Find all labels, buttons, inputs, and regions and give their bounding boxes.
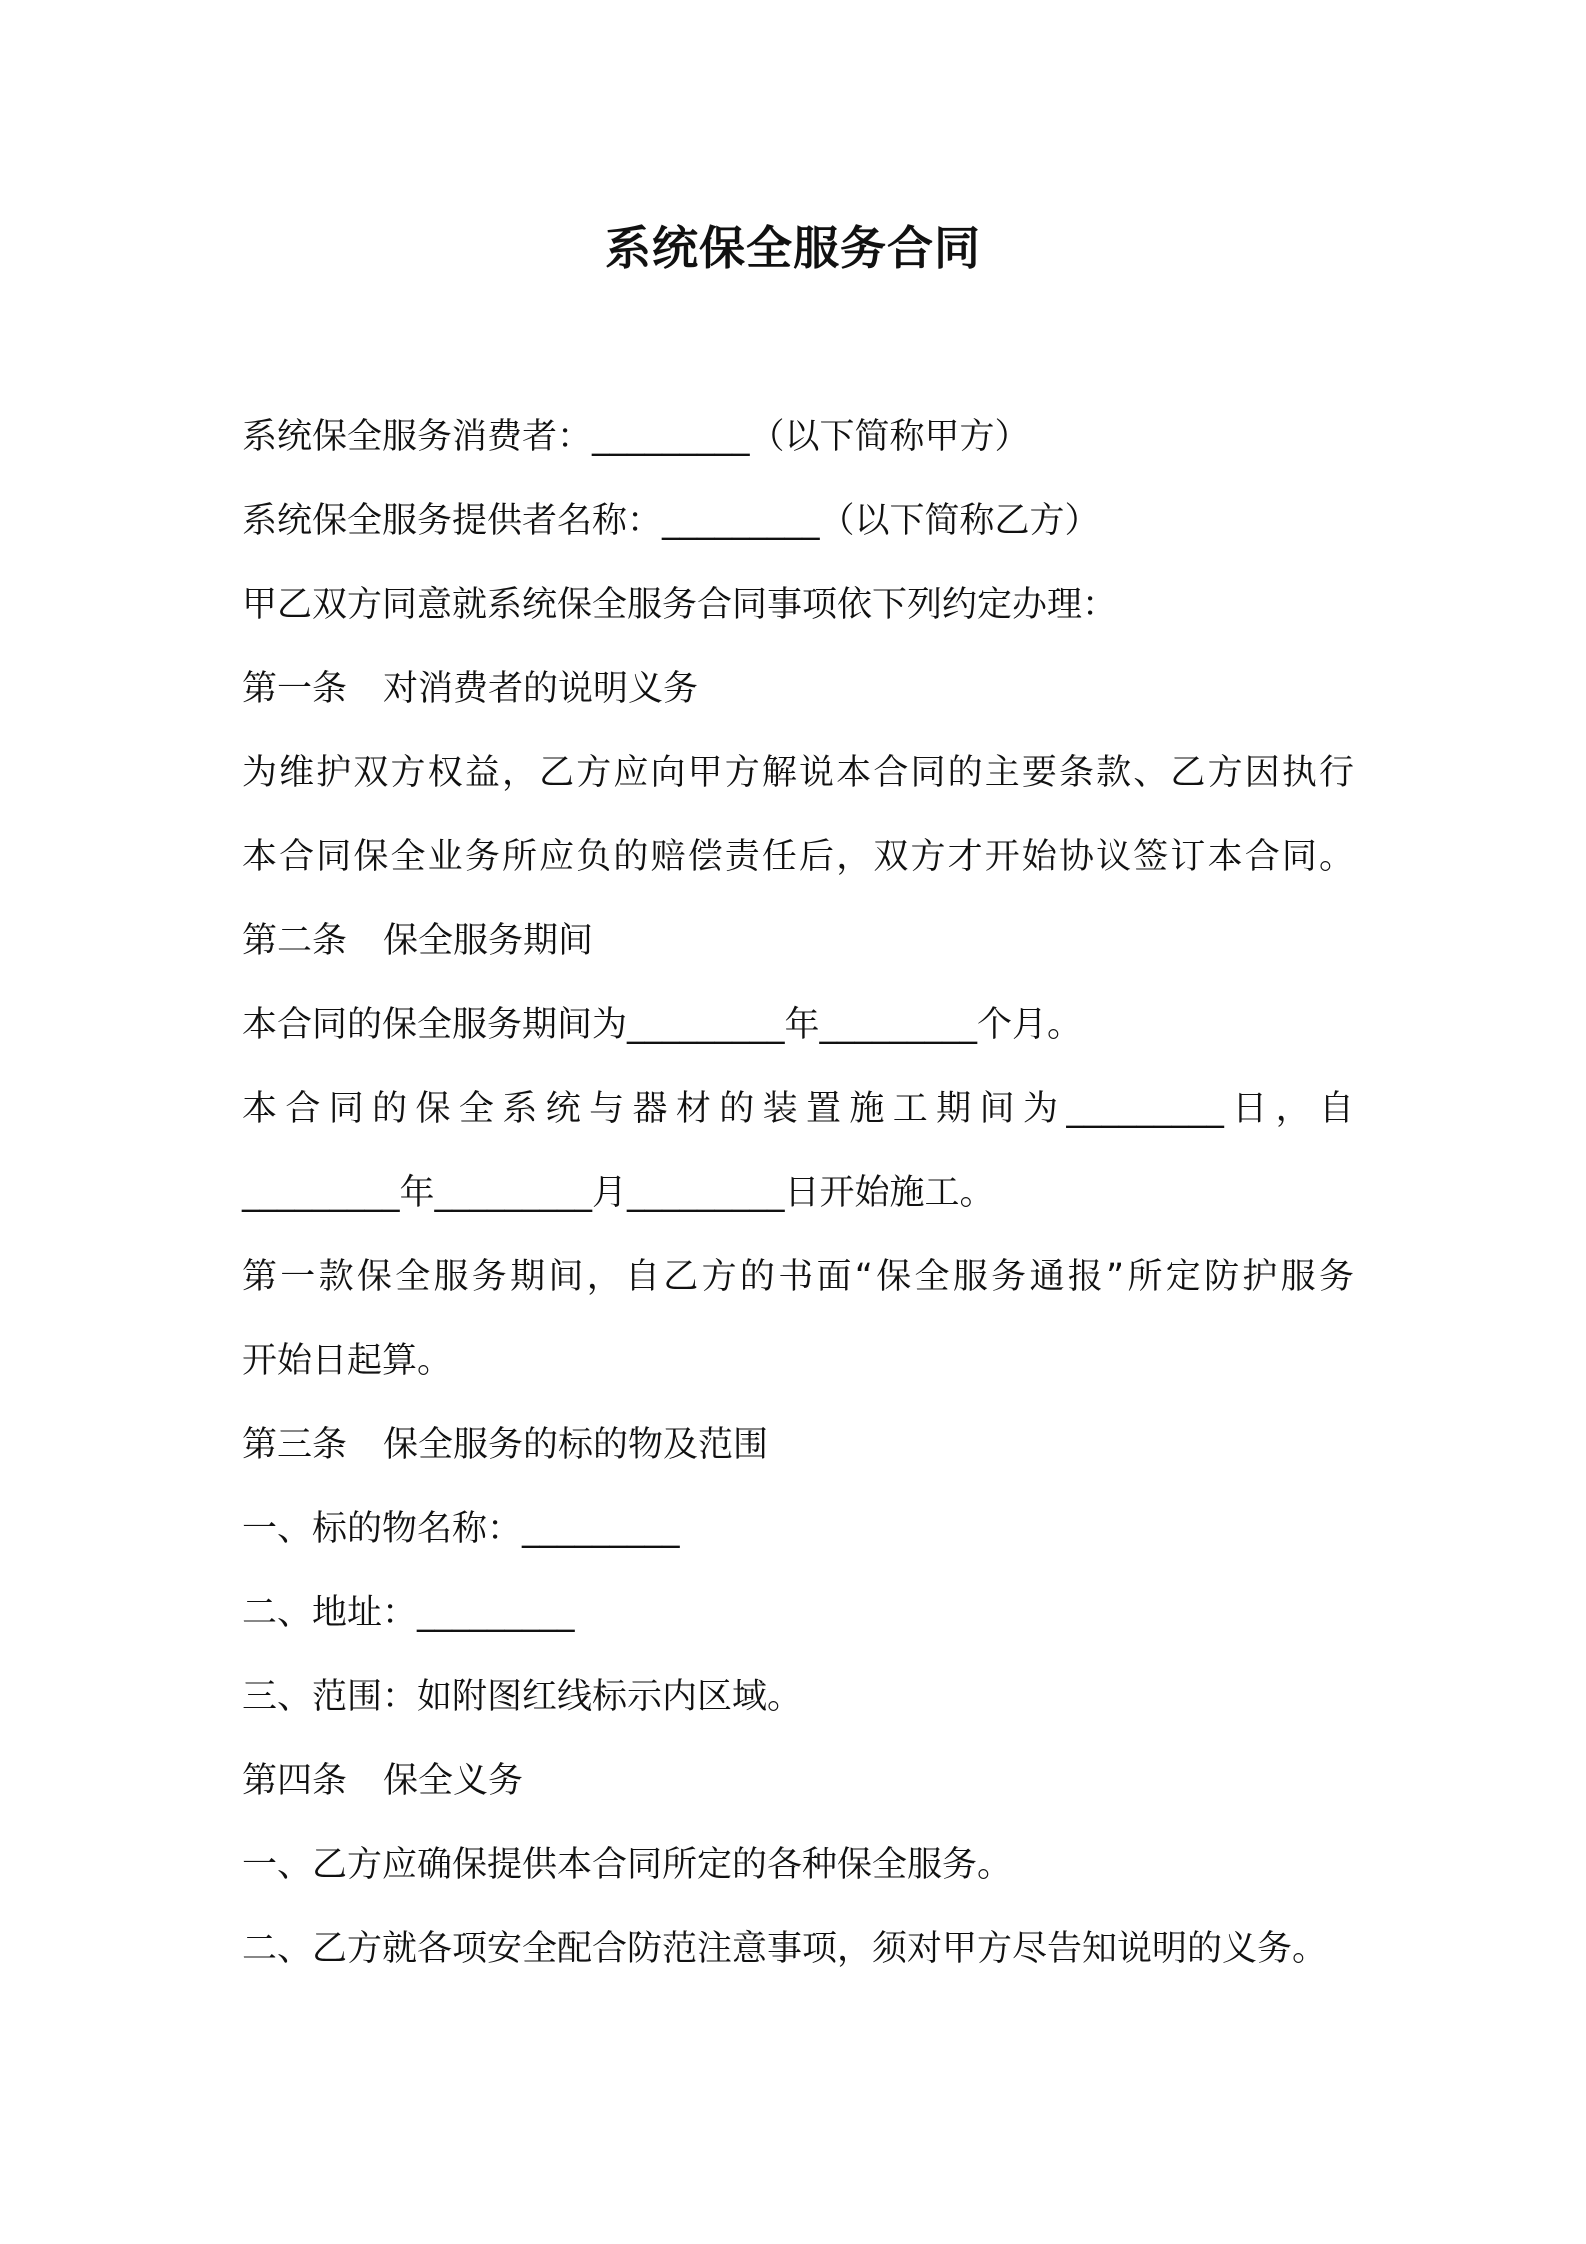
party-b-line: 系统保全服务提供者名称：_________（以下简称乙方） [242,501,1100,541]
article-3-item-2: 二、地址：_________ [242,1593,575,1633]
article-3-title: 保全服务的标的物及范围 [383,1425,769,1465]
article-1-title: 对消费者的说明义务 [383,669,699,709]
article-4-number: 第四条 [242,1761,348,1801]
article-2-install-line-2: _________年_________月_________日开始施工。 [242,1173,995,1213]
article-2-title: 保全服务期间 [383,921,594,961]
article-2-period-line: 本合同的保全服务期间为_________年_________个月。 [242,1005,1083,1045]
article-2-install-line-1: 本合同的保全系统与器材的装置施工期间为_________日，自 [242,1089,1354,1129]
article-2-start-line-2: 开始日起算。 [242,1341,453,1381]
article-4-heading [242,1756,523,1806]
article-2-heading [242,916,593,966]
article-1-heading [242,664,698,714]
article-4-title: 保全义务 [383,1761,524,1801]
article-3-heading [242,1420,768,1470]
document-title: 系统保全服务合同 [605,221,981,275]
article-4-item-1: 一、乙方应确保提供本合同所定的各种保全服务。 [242,1845,1013,1885]
article-2-start-line-1: 第一款保全服务期间，自乙方的书面“保全服务通报”所定防护服务 [242,1257,1354,1297]
article-1-body-line-2: 本合同保全业务所应负的赔偿责任后，双方才开始协议签订本合同。 [242,837,1354,877]
article-2-number: 第二条 [242,921,348,961]
article-3-number: 第三条 [242,1425,348,1465]
article-1-body-line-1: 为维护双方权益，乙方应向甲方解说本合同的主要条款、乙方因执行 [242,753,1354,793]
article-3-item-3: 三、范围：如附图红线标示内区域。 [242,1677,803,1717]
party-a-line: 系统保全服务消费者：_________（以下简称甲方） [242,417,1030,457]
article-4-item-2: 二、乙方就各项安全配合防范注意事项，须对甲方尽告知说明的义务。 [242,1929,1328,1969]
article-3-item-1: 一、标的物名称：_________ [242,1509,680,1549]
agreement-intro: 甲乙双方同意就系统保全服务合同事项依下列约定办理： [242,585,1118,625]
article-1-number: 第一条 [242,669,348,709]
